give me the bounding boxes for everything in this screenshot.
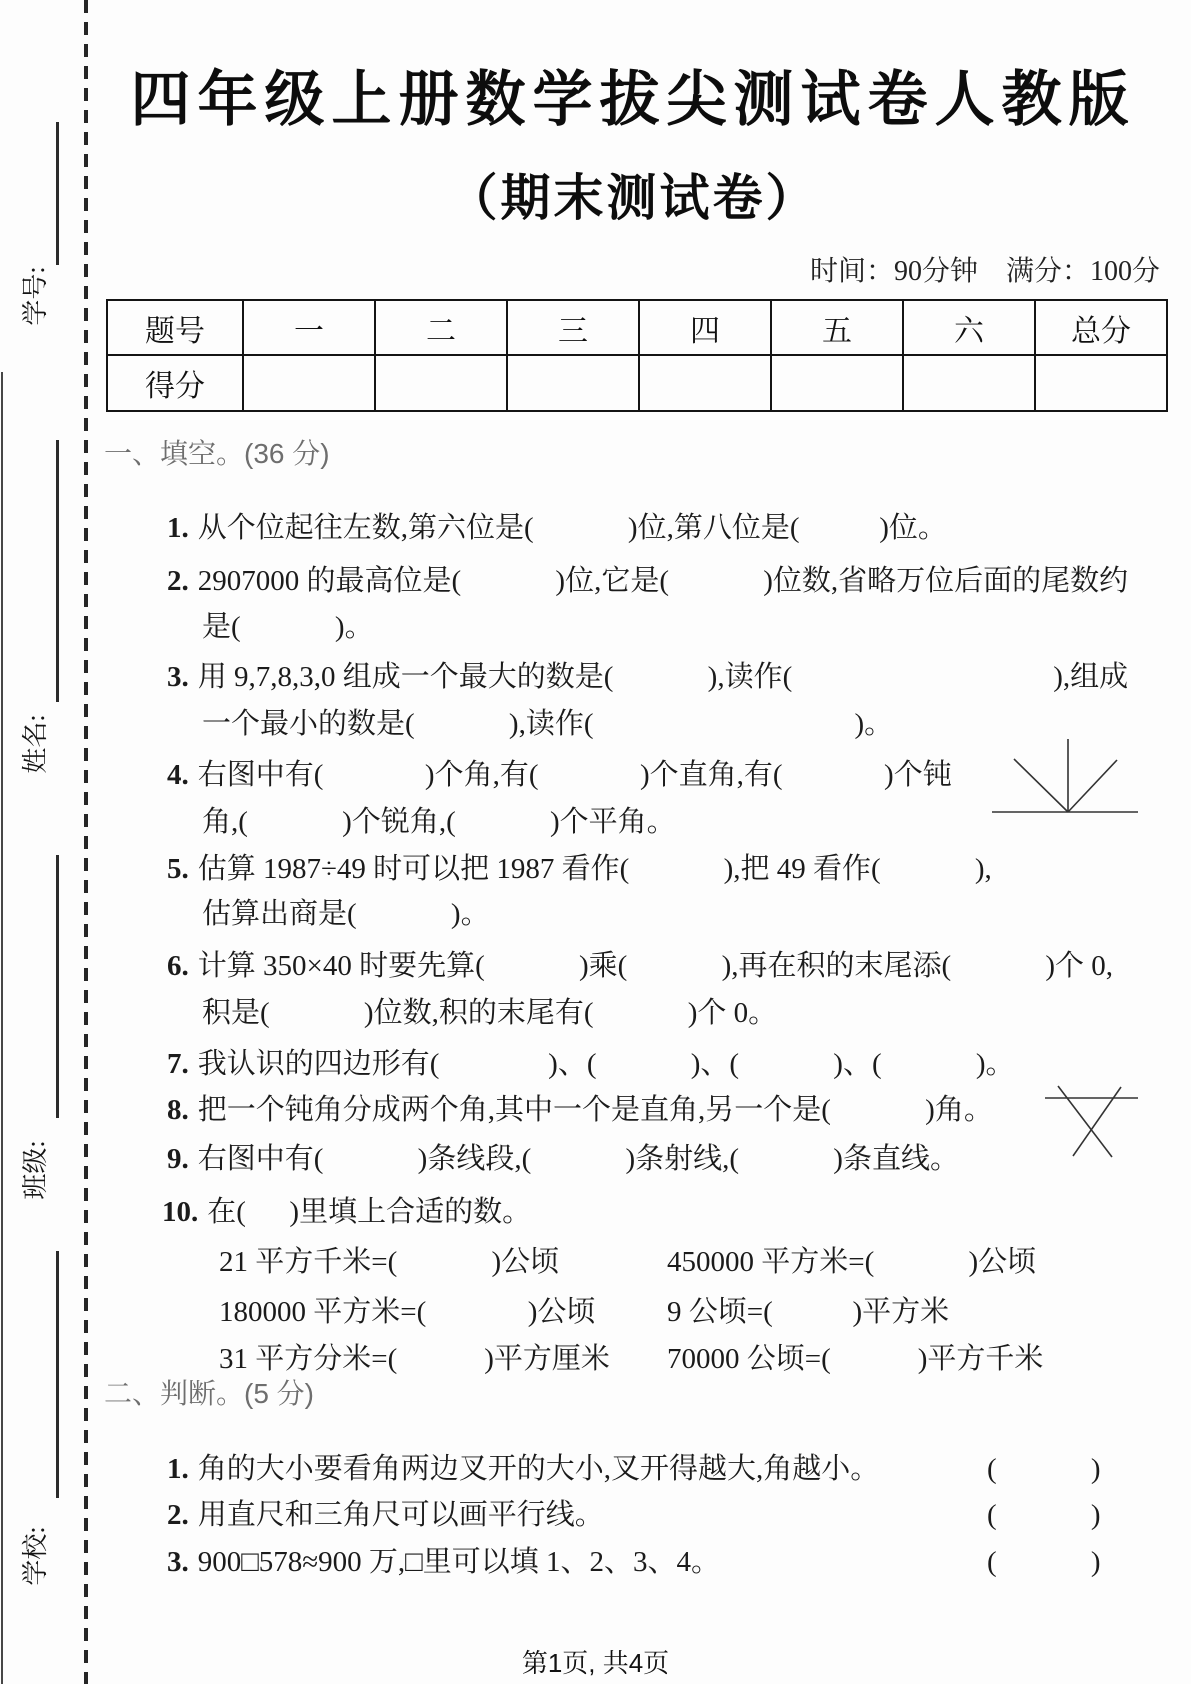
question-number: 6.	[167, 950, 189, 982]
question-text: 我认识的四边形有( )、( )、( )、( )。	[197, 1048, 1015, 1080]
student-id-blank-line	[56, 122, 59, 265]
page-edge-line	[1, 372, 3, 1684]
question-number: 3.	[167, 1546, 189, 1578]
sealing-dashed-line	[84, 0, 88, 1684]
question-text: 估算出商是( )。	[202, 898, 490, 930]
score-table-header-cell: 六	[903, 300, 1035, 355]
exam-time-score-info: 时间：90分钟 满分：100分	[809, 256, 1160, 287]
score-cell	[903, 355, 1035, 411]
question-number: 7.	[167, 1048, 189, 1080]
question-text: 角的大小要看角两边叉开的大小,叉开得越大,角越小。	[197, 1453, 880, 1485]
name-blank-line	[56, 440, 59, 702]
page-title: 四年级上册数学拔尖测试卷人教版	[130, 66, 1136, 133]
score-row-label: 得分	[107, 355, 243, 411]
question-text: 右图中有( )个角,有( )个直角,有( )个钝	[197, 759, 952, 791]
question-number: 5.	[167, 853, 189, 885]
conversion-text: 180000 平方米=( )公顷	[219, 1296, 596, 1328]
crossing-lines-figure	[1040, 1080, 1150, 1165]
class-blank-line	[56, 855, 59, 1118]
score-table-header-cell: 二	[375, 300, 507, 355]
page-subtitle: （期末测试卷）	[447, 170, 819, 226]
question-text: 一个最小的数是( ),读作( )。	[202, 708, 894, 740]
name-label: 姓名:	[21, 714, 50, 774]
question-number: 9.	[167, 1143, 189, 1175]
judge-answer-blank: ( )	[987, 1453, 1101, 1485]
score-cell	[639, 355, 771, 411]
question-text: 计算 350×40 时要先算( )乘( ),再在积的末尾添( )个 0,	[197, 950, 1114, 982]
question-number: 4.	[167, 759, 189, 791]
judge-line	[138, 1513, 720, 1612]
conversion-text: 450000 平方米=( )公顷	[667, 1246, 1037, 1278]
question-text: 用 9,7,8,3,0 组成一个最大的数是( ),读作( ),组成	[197, 661, 1129, 693]
judge-answer-blank: ( )	[987, 1546, 1101, 1578]
question-number: 2.	[167, 565, 189, 597]
school-label: 学校:	[21, 1526, 50, 1586]
question-text: 右图中有( )条线段,( )条射线,( )条直线。	[197, 1143, 959, 1175]
conversion-text: 31 平方分米=( )平方厘米	[219, 1343, 610, 1375]
score-cell	[771, 355, 903, 411]
question-text: 角,( )个锐角,( )个平角。	[202, 806, 676, 838]
score-table-header-cell: 总分	[1035, 300, 1167, 355]
question-number: 3.	[167, 661, 189, 693]
conversion-item	[638, 1310, 1043, 1409]
score-cell	[1035, 355, 1167, 411]
score-table	[106, 299, 1168, 412]
student-id-label: 学号:	[21, 266, 50, 326]
question-text: 2907000 的最高位是( )位,它是( )位数,省略万位后面的尾数约	[197, 565, 1129, 597]
section-title-judge: 二、判断。(5 分)	[104, 1378, 315, 1409]
conversion-text: 21 平方千米=( )公顷	[219, 1246, 560, 1278]
conversion-text: 9 公顷=( )平方米	[667, 1296, 950, 1328]
question-number: 10.	[162, 1196, 199, 1228]
question-text: 在( )里填上合适的数。	[207, 1196, 532, 1228]
section-title-fill: 一、填空。(36 分)	[104, 438, 330, 469]
score-table-header-cell: 一	[243, 300, 375, 355]
score-table-header-cell: 三	[507, 300, 639, 355]
score-table-header-cell: 五	[771, 300, 903, 355]
school-blank-line	[56, 1251, 59, 1498]
page-number-footer: 第1页, 共4页	[521, 1648, 670, 1678]
question-text: 把一个钝角分成两个角,其中一个是直角,另一个是( )角。	[197, 1094, 993, 1126]
question-text: 是( )。	[202, 611, 374, 643]
score-cell	[375, 355, 507, 411]
question-text: 从个位起往左数,第六位是( )位,第八位是( )位。	[197, 512, 947, 544]
angle-rays-figure	[985, 730, 1145, 820]
question-number: 1.	[167, 512, 189, 544]
score-table-header-cell: 四	[639, 300, 771, 355]
question-number: 2.	[167, 1499, 189, 1531]
question-text: 积是( )位数,积的末尾有( )个 0。	[202, 997, 778, 1029]
question-text: 用直尺和三角尺可以画平行线。	[197, 1499, 604, 1531]
score-cell	[507, 355, 639, 411]
question-number: 8.	[167, 1094, 189, 1126]
judge-answer-blank: ( )	[987, 1499, 1101, 1531]
conversion-text: 70000 公顷=( )平方千米	[667, 1343, 1044, 1375]
score-table-header-cell: 题号	[107, 300, 243, 355]
question-text: 估算 1987÷49 时可以把 1987 看作( ),把 49 看作( ),	[197, 853, 992, 885]
score-cell	[243, 355, 375, 411]
question-text: 900□578≈900 万,□里可以填 1、2、3、4。	[197, 1546, 720, 1578]
class-label: 班级:	[21, 1140, 50, 1200]
question-number: 1.	[167, 1453, 189, 1485]
